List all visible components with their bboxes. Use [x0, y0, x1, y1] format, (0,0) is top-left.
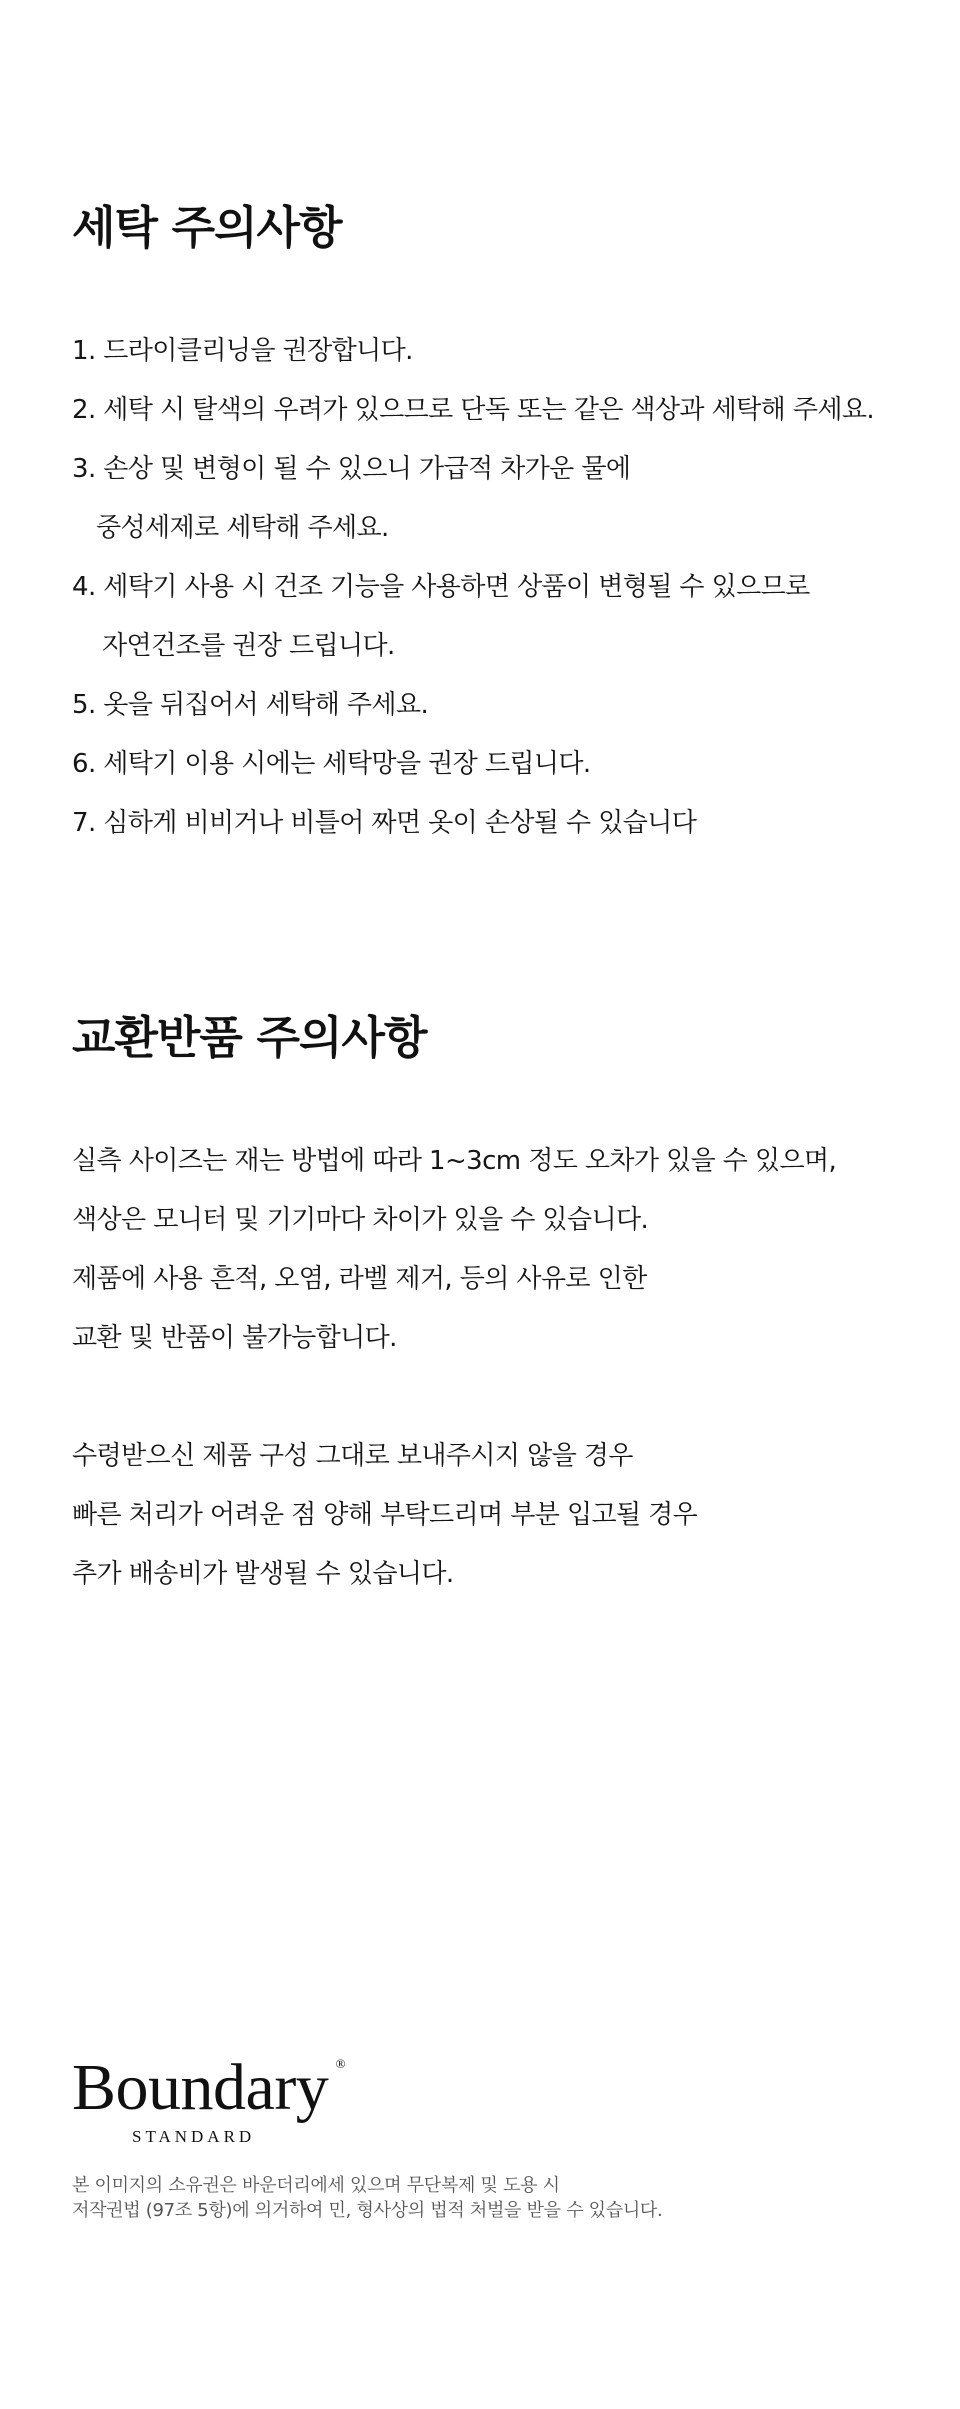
- copyright-notice: [72, 2173, 662, 2223]
- washing-item-3: 3. 손상 및 변형이 될 수 있으니 가급적 차가운 물에: [72, 454, 631, 484]
- exchange-return-title: 교환반품 주의사항: [72, 1011, 427, 1064]
- exchange-return-text: [72, 1132, 912, 1604]
- washing-item-2: 2. 세탁 시 탈색의 우려가 있으므로 단독 또는 같은 색상과 세탁해 주세요.: [72, 395, 875, 425]
- exchange-line-5: 수령받으신 제품 구성 그대로 보내주시지 않을 경우: [72, 1441, 633, 1471]
- washing-caution-section: [72, 198, 912, 853]
- registered-mark-icon: ®: [335, 2056, 345, 2071]
- washing-item-3-continued: 중성세제로 세탁해 주세요.: [96, 513, 389, 543]
- copyright-notice-line-1: 본 이미지의 소유권은 바운더리에세 있으며 무단복제 및 도용 시: [72, 2175, 560, 2196]
- washing-item-1: 1. 드라이클리닝을 권장합니다.: [72, 336, 413, 366]
- washing-caution-title: 세탁 주의사항: [72, 201, 342, 254]
- exchange-line-4: 교환 및 반품이 불가능합니다.: [72, 1323, 397, 1353]
- exchange-line-6: 빠른 처리가 어려운 점 양해 부탁드리며 부분 입고될 경우: [72, 1500, 698, 1530]
- brand-logo-wordmark: [72, 2051, 345, 2124]
- exchange-line-7: 추가 배송비가 발생될 수 있습니다.: [72, 1559, 454, 1589]
- exchange-line-2: 색상은 모니터 및 기기마다 차이가 있을 수 있습니다.: [72, 1205, 649, 1235]
- exchange-line-3: 제품에 사용 흔적, 오염, 라벨 제거, 등의 사유로 인한: [72, 1264, 647, 1294]
- washing-item-4-continued: 자연건조를 권장 드립니다.: [102, 631, 395, 661]
- washing-caution-list: [72, 322, 912, 853]
- exchange-line-1: 실측 사이즈는 재는 방법에 따라 1~3cm 정도 오차가 있을 수 있으며,: [72, 1146, 837, 1176]
- brand-logo-subtitle: STANDARD: [132, 2127, 256, 2146]
- brand-footer: [72, 2051, 663, 2223]
- exchange-return-section: [72, 1008, 912, 1604]
- paragraph-spacer: [72, 1368, 912, 1427]
- washing-item-6: 6. 세탁기 이용 시에는 세탁망을 권장 드립니다.: [72, 749, 591, 779]
- washing-item-5: 5. 옷을 뒤집어서 세탁해 주세요.: [72, 690, 429, 720]
- brand-name: Boundary: [72, 2051, 329, 2124]
- washing-item-4: 4. 세탁기 사용 시 건조 기능을 사용하면 상품이 변형될 수 있으므로: [72, 572, 810, 602]
- brand-logo: [72, 2051, 662, 2147]
- copyright-notice-line-2: 저작권법 (97조 5항)에 의거하여 민, 형사상의 법적 처벌을 받을 수 있습니다.: [72, 2200, 663, 2221]
- washing-item-7: 7. 심하게 비비거나 비틀어 짜면 옷이 손상될 수 있습니다: [72, 808, 697, 838]
